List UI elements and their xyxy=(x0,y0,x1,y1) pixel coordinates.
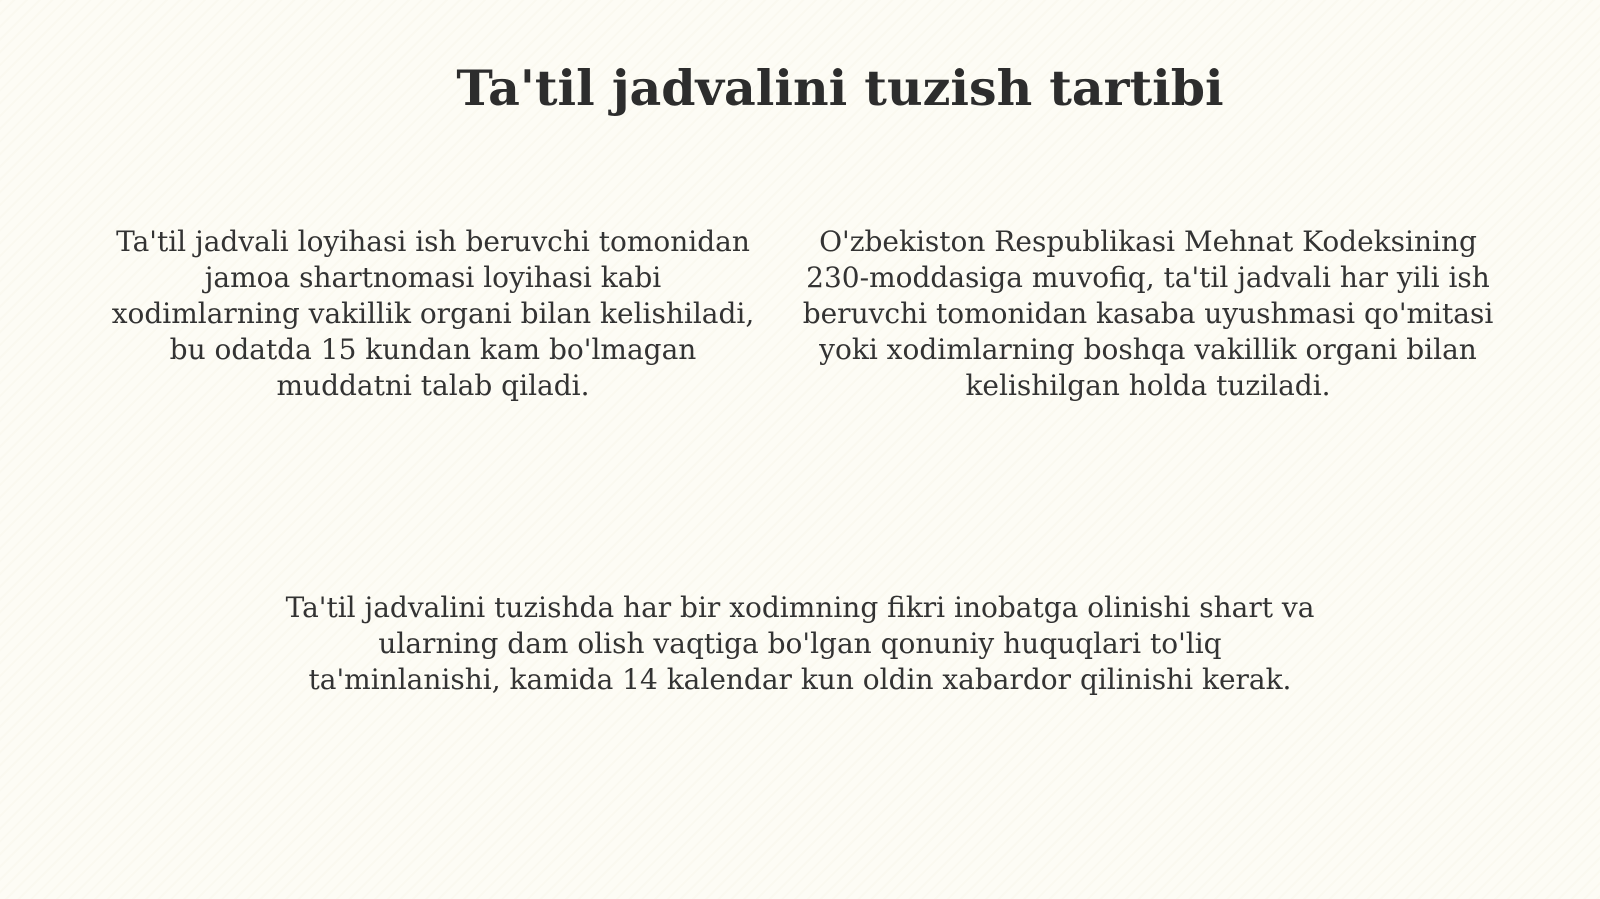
title-container xyxy=(420,56,1260,120)
page-title: Ta'til jadvalini tuzish tartibi xyxy=(456,59,1224,117)
paragraph-bottom: Ta'til jadvalini tuzishda har bir xodimning fikri inobatga olinishi shart va ularning dam olish vaqtiga bo'lgan qonuniy huquqlari to'liq ta'minlanishi, kamida 14 kalendar kun oldin xabardor qilinishi kerak. xyxy=(285,591,1315,696)
paragraph-left: Ta'til jadvali loyihasi ish beruvchi tomonidan jamoa shartnomasi loyihasi kabi xodimlarning vakillik organi bilan kelishiladi, bu odatda 15 kundan kam bo'lmagan muddatni talab qiladi. xyxy=(111,225,755,402)
paragraph-right: O'zbekiston Respublikasi Mehnat Kodeksining 230-moddasiga muvofiq, ta'til jadvali har yili ish beruvchi tomonidan kasaba uyushmasi qo'mitasi yoki xodimlarning boshqa vakillik organi bilan kelishilgan holda tuziladi. xyxy=(802,225,1494,402)
